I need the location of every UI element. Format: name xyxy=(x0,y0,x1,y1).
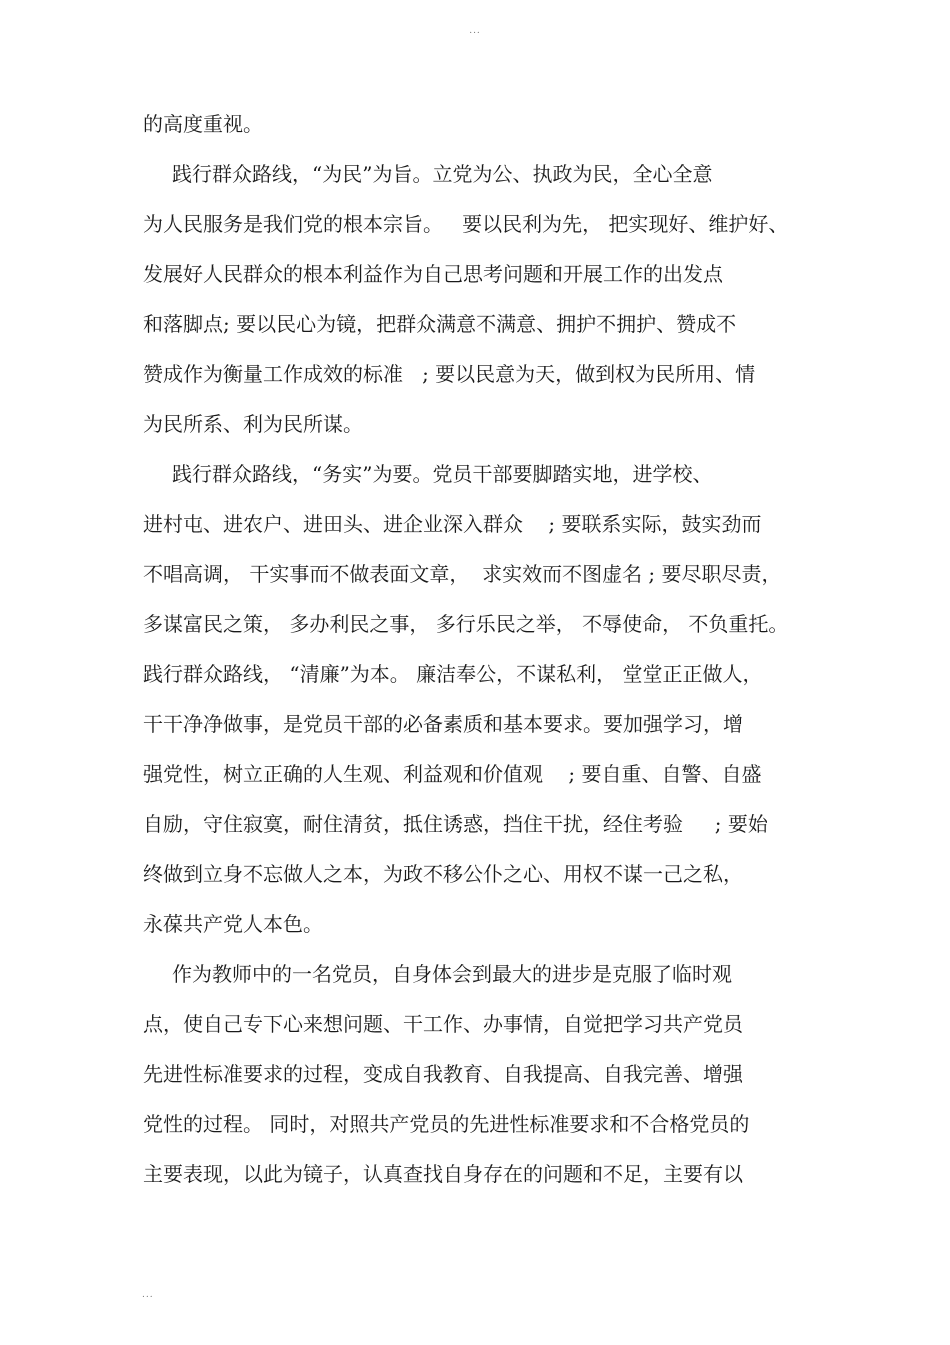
text-line-2: 践行群众路线，“为民”为旨。立党为公、执政为民，全心全意 xyxy=(172,162,713,186)
text-line-20: 先进性标准要求的过程，变成自我教育、自我提高、自我完善、增强 xyxy=(143,1062,743,1086)
text-line-11: 多谋富民之策， 多办利民之事， 多行乐民之举， 不辱使命， 不负重托。 xyxy=(143,612,789,636)
text-line-3: 为人民服务是我们党的根本宗旨。 要以民利为先， 把实现好、维护好、 xyxy=(143,212,789,236)
text-line-9: 进村屯、进农户、进田头、进企业深入群众 ; 要联系实际，鼓实劲而 xyxy=(143,512,762,536)
text-line-14: 强党性，树立正确的人生观、利益观和价值观 ; 要自重、自警、自盛 xyxy=(143,762,762,786)
page-header-mark: ... xyxy=(469,26,481,36)
text-line-7: 为民所系、利为民所谋。 xyxy=(143,412,363,436)
text-line-15: 自励，守住寂寞，耐住清贫，抵住诱惑，挡住干扰，经住考验 ; 要始 xyxy=(143,812,768,836)
text-line-1: 的高度重视。 xyxy=(143,112,263,136)
text-line-12: 践行群众路线， “清廉”为本。 廉洁奉公，不谋私利， 堂堂正正做人， xyxy=(143,662,763,686)
text-line-4: 发展好人民群众的根本利益作为自己思考问题和开展工作的出发点 xyxy=(143,262,723,286)
text-line-16: 终做到立身不忘做人之本，为政不移公仆之心、用权不谋一己之私， xyxy=(143,862,743,886)
text-line-13: 干干净净做事，是党员干部的必备素质和基本要求。要加强学习，增 xyxy=(143,712,743,736)
page-footer-mark: ... xyxy=(142,1290,154,1300)
text-line-17: 永葆共产党人本色。 xyxy=(143,912,323,936)
text-line-19: 点，使自己专下心来想问题、干工作、办事情，自觉把学习共产党员 xyxy=(143,1012,743,1036)
text-line-8: 践行群众路线，“务实”为要。党员干部要脚踏实地，进学校、 xyxy=(172,462,713,486)
text-line-5: 和落脚点; 要以民心为镜，把群众满意不满意、拥护不拥护、赞成不 xyxy=(143,312,737,336)
text-line-22: 主要表现，以此为镜子，认真查找自身存在的问题和不足，主要有以 xyxy=(143,1162,743,1186)
text-line-10: 不唱高调， 干实事而不做表面文章， 求实效而不图虚名 ; 要尽职尽责， xyxy=(143,562,782,586)
text-line-6: 赞成作为衡量工作成效的标准 ; 要以民意为天，做到权为民所用、情 xyxy=(143,362,756,386)
text-line-18: 作为教师中的一名党员，自身体会到最大的进步是克服了临时观 xyxy=(172,962,732,986)
text-line-21: 党性的过程。 同时，对照共产党员的先进性标准要求和不合格党员的 xyxy=(143,1112,750,1136)
